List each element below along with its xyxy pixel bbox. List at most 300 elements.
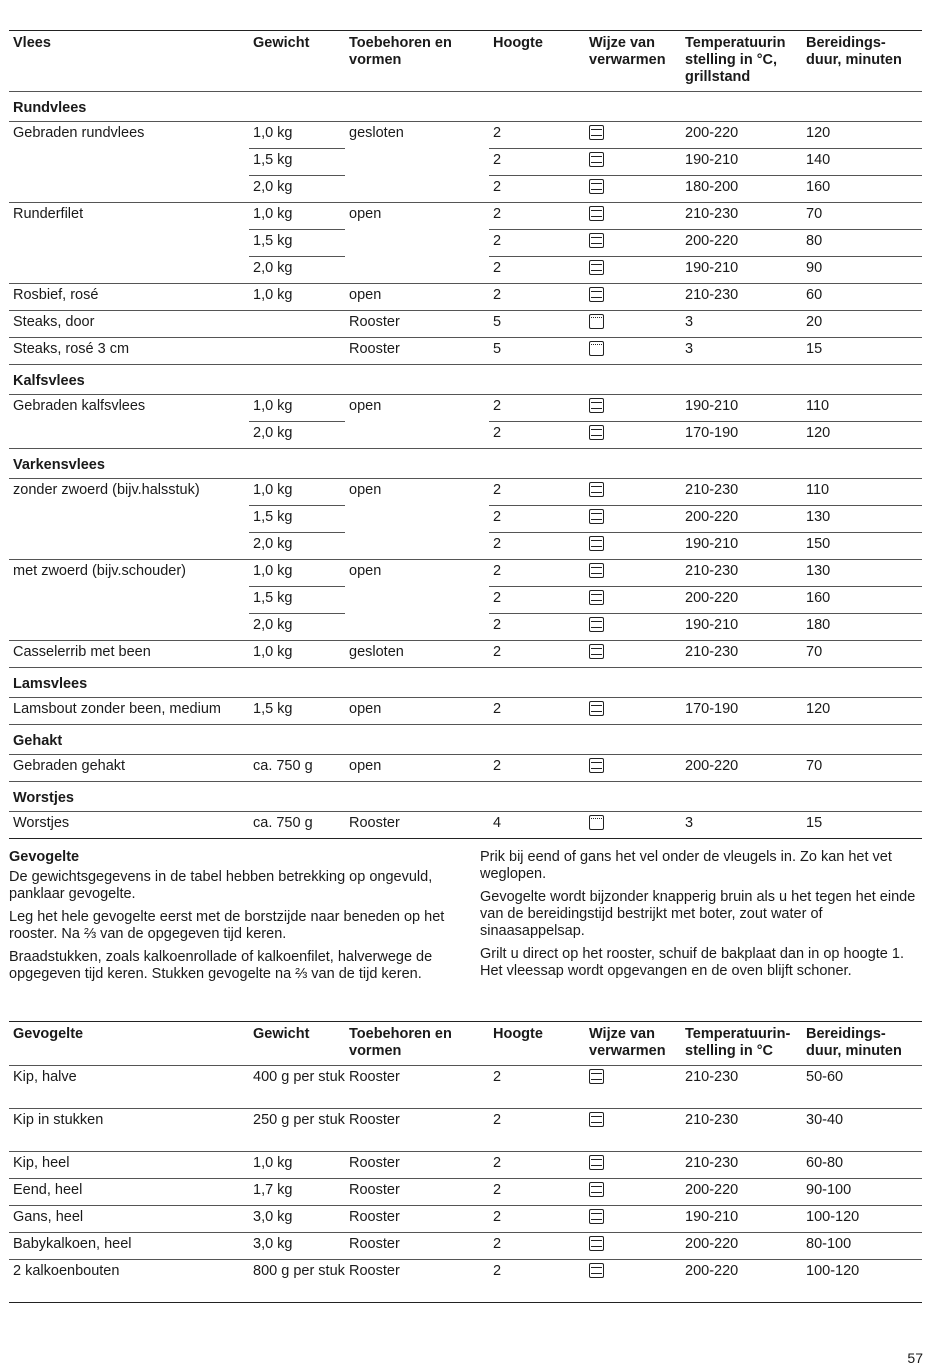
weight-cell: 1,0 kg <box>249 395 345 422</box>
weight-cell: 800 g per stuk <box>249 1260 345 1303</box>
accessory-cell: Rooster <box>345 1260 489 1303</box>
column-header-line: Gewicht <box>253 1026 310 1042</box>
item-name-cell: zonder zwoerd (bijv.halsstuk) <box>9 479 249 506</box>
duration-cell: 60 <box>802 284 922 311</box>
column-header <box>802 31 922 92</box>
level-cell: 5 <box>489 338 585 365</box>
grill-icon <box>589 341 604 356</box>
item-name-cell: Gebraden rundvlees <box>9 122 249 149</box>
top-bottom-heat-icon <box>589 758 604 773</box>
table-row <box>9 1206 922 1233</box>
heating-mode-cell <box>585 479 681 506</box>
level-cell: 2 <box>489 1206 585 1233</box>
item-name-cell <box>9 230 249 257</box>
column-header-line: Bereidings- <box>806 1026 886 1042</box>
column-header-line: stelling in °C <box>685 1043 773 1059</box>
temperature-cell: 200-220 <box>681 587 802 614</box>
accessory-cell: Rooster <box>345 1179 489 1206</box>
column-header-line: Wijze van <box>589 1026 655 1042</box>
temperature-cell: 190-210 <box>681 149 802 176</box>
table-row <box>9 1066 922 1109</box>
weight-cell: ca. 750 g <box>249 812 345 839</box>
poultry-heading: Gevogelte <box>9 849 80 865</box>
level-cell: 2 <box>489 698 585 725</box>
duration-cell: 15 <box>802 338 922 365</box>
weight-cell: 1,5 kg <box>249 149 345 176</box>
item-name-cell <box>9 149 249 176</box>
accessory-cell <box>345 422 489 449</box>
level-cell: 2 <box>489 755 585 782</box>
duration-cell: 130 <box>802 506 922 533</box>
heating-mode-cell <box>585 1233 681 1260</box>
duration-cell: 80 <box>802 230 922 257</box>
item-name-cell: Worstjes <box>9 812 249 839</box>
accessory-cell <box>345 587 489 614</box>
section-title: Worstjes <box>9 782 922 812</box>
table-row <box>9 698 922 725</box>
level-cell: 2 <box>489 533 585 560</box>
temperature-cell: 170-190 <box>681 422 802 449</box>
level-cell: 2 <box>489 284 585 311</box>
table-row <box>9 1233 922 1260</box>
section-title: Rundvlees <box>9 92 922 122</box>
table-row <box>9 338 922 365</box>
table-row <box>9 1179 922 1206</box>
weight-cell: 1,0 kg <box>249 284 345 311</box>
temperature-cell: 210-230 <box>681 479 802 506</box>
level-cell: 2 <box>489 422 585 449</box>
accessory-cell: open <box>345 203 489 230</box>
temperature-cell: 190-210 <box>681 614 802 641</box>
heating-mode-cell <box>585 284 681 311</box>
level-cell: 2 <box>489 257 585 284</box>
column-header-line: Bereidings- <box>806 35 886 51</box>
column-header <box>345 1022 489 1066</box>
table-row <box>9 614 922 641</box>
duration-cell: 90 <box>802 257 922 284</box>
accessory-cell <box>345 506 489 533</box>
column-header-line: Hoogte <box>493 35 543 51</box>
temperature-cell: 200-220 <box>681 122 802 149</box>
temperature-cell: 200-220 <box>681 230 802 257</box>
weight-cell: 2,0 kg <box>249 176 345 203</box>
table-row <box>9 422 922 449</box>
column-header-line: Temperatuurin- <box>685 1026 791 1042</box>
top-bottom-heat-icon <box>589 563 604 578</box>
temperature-cell: 210-230 <box>681 1109 802 1152</box>
column-header-line: Toebehoren en <box>349 35 452 51</box>
poultry-paragraph: Leg het hele gevogelte eerst met de borstzijde naar beneden op het rooster. Na ⅔ van de opgegeven tijd keren. <box>9 909 445 942</box>
duration-cell: 100-120 <box>802 1206 922 1233</box>
duration-cell: 15 <box>802 812 922 839</box>
table-row <box>9 122 922 149</box>
table-row <box>9 1152 922 1179</box>
weight-cell: 1,5 kg <box>249 698 345 725</box>
table-row <box>9 149 922 176</box>
top-bottom-heat-icon <box>589 509 604 524</box>
table-row <box>9 1260 922 1303</box>
column-header <box>681 1022 802 1066</box>
duration-cell: 90-100 <box>802 1179 922 1206</box>
table-row <box>9 1109 922 1152</box>
item-name-cell: met zwoerd (bijv.schouder) <box>9 560 249 587</box>
duration-cell: 180 <box>802 614 922 641</box>
level-cell: 2 <box>489 614 585 641</box>
item-name-cell <box>9 257 249 284</box>
weight-cell: 1,7 kg <box>249 1179 345 1206</box>
item-name-cell: Kip, halve <box>9 1066 249 1109</box>
table-row <box>9 203 922 230</box>
level-cell: 2 <box>489 122 585 149</box>
temperature-cell: 210-230 <box>681 641 802 668</box>
heating-mode-cell <box>585 1152 681 1179</box>
weight-cell: 1,0 kg <box>249 641 345 668</box>
duration-cell: 30-40 <box>802 1109 922 1152</box>
duration-cell: 110 <box>802 395 922 422</box>
section-title: Lamsvlees <box>9 668 922 698</box>
weight-cell: 1,0 kg <box>249 479 345 506</box>
top-bottom-heat-icon <box>589 1263 604 1278</box>
weight-cell: 2,0 kg <box>249 257 345 284</box>
accessory-cell: Rooster <box>345 1206 489 1233</box>
weight-cell: 1,0 kg <box>249 122 345 149</box>
heating-mode-cell <box>585 587 681 614</box>
column-header-line: Vlees <box>13 35 51 51</box>
accessory-cell: open <box>345 698 489 725</box>
heating-mode-cell <box>585 230 681 257</box>
temperature-cell: 210-230 <box>681 560 802 587</box>
item-name-cell: Eend, heel <box>9 1179 249 1206</box>
heating-mode-cell <box>585 698 681 725</box>
weight-cell: 1,0 kg <box>249 560 345 587</box>
table-row <box>9 587 922 614</box>
section-heading-row <box>9 365 922 395</box>
poultry-paragraph: Prik bij eend of gans het vel onder de vleugels in. Zo kan het vet weglopen. <box>480 849 892 882</box>
weight-cell <box>249 311 345 338</box>
poultry-paragraph: Gevogelte wordt bijzonder knapperig bruin als u het tegen het einde van de bereidingstijd bestrijkt met boter, zout water of sinaasappelsap. <box>480 889 916 939</box>
heating-mode-cell <box>585 812 681 839</box>
meat-table-header <box>9 31 922 92</box>
table-row <box>9 230 922 257</box>
accessory-cell: Rooster <box>345 812 489 839</box>
column-header <box>585 1022 681 1066</box>
item-name-cell <box>9 506 249 533</box>
heating-mode-cell <box>585 257 681 284</box>
weight-cell: ca. 750 g <box>249 755 345 782</box>
weight-cell: 400 g per stuk <box>249 1066 345 1109</box>
level-cell: 2 <box>489 1152 585 1179</box>
item-name-cell <box>9 176 249 203</box>
level-cell: 2 <box>489 395 585 422</box>
duration-cell: 120 <box>802 122 922 149</box>
heating-mode-cell <box>585 1109 681 1152</box>
column-header-line: Temperatuurin <box>685 35 786 51</box>
temperature-cell: 210-230 <box>681 284 802 311</box>
temperature-cell: 170-190 <box>681 698 802 725</box>
level-cell: 2 <box>489 203 585 230</box>
weight-cell <box>249 338 345 365</box>
duration-cell: 50-60 <box>802 1066 922 1109</box>
item-name-cell: Gebraden gehakt <box>9 755 249 782</box>
section-heading-row <box>9 668 922 698</box>
accessory-cell <box>345 176 489 203</box>
level-cell: 2 <box>489 149 585 176</box>
accessory-cell: gesloten <box>345 122 489 149</box>
poultry-paragraph: Grilt u direct op het rooster, schuif de bakplaat dan in op hoogte 1. Het vleessap wordt opgevangen en de oven blijft schoner. <box>480 946 904 979</box>
column-header-line: vormen <box>349 52 402 68</box>
duration-cell: 70 <box>802 755 922 782</box>
grill-icon <box>589 314 604 329</box>
accessory-cell: open <box>345 560 489 587</box>
temperature-cell: 190-210 <box>681 1206 802 1233</box>
column-header-line: verwarmen <box>589 1043 666 1059</box>
heating-mode-cell <box>585 614 681 641</box>
heating-mode-cell <box>585 755 681 782</box>
column-header-line: Gewicht <box>253 35 310 51</box>
section-title: Kalfsvlees <box>9 365 922 395</box>
weight-cell: 3,0 kg <box>249 1206 345 1233</box>
item-name-cell: Kip in stukken <box>9 1109 249 1152</box>
duration-cell: 120 <box>802 698 922 725</box>
section-heading-row <box>9 782 922 812</box>
meat-roasting-table <box>9 30 922 839</box>
accessory-cell: Rooster <box>345 1233 489 1260</box>
level-cell: 2 <box>489 1066 585 1109</box>
level-cell: 2 <box>489 1109 585 1152</box>
accessory-cell: Rooster <box>345 1066 489 1109</box>
poultry-text-right <box>480 849 920 986</box>
table-row <box>9 533 922 560</box>
duration-cell: 130 <box>802 560 922 587</box>
column-header <box>249 1022 345 1066</box>
column-header <box>489 31 585 92</box>
accessory-cell: open <box>345 284 489 311</box>
top-bottom-heat-icon <box>589 260 604 275</box>
item-name-cell <box>9 422 249 449</box>
temperature-cell: 190-210 <box>681 257 802 284</box>
weight-cell: 1,5 kg <box>249 587 345 614</box>
column-header <box>345 31 489 92</box>
temperature-cell: 190-210 <box>681 395 802 422</box>
accessory-cell: open <box>345 755 489 782</box>
column-header-line: Hoogte <box>493 1026 543 1042</box>
top-bottom-heat-icon <box>589 617 604 632</box>
duration-cell: 80-100 <box>802 1233 922 1260</box>
duration-cell: 20 <box>802 311 922 338</box>
heating-mode-cell <box>585 506 681 533</box>
column-header <box>9 31 249 92</box>
heating-mode-cell <box>585 395 681 422</box>
accessory-cell <box>345 257 489 284</box>
table-row <box>9 506 922 533</box>
heating-mode-cell <box>585 149 681 176</box>
level-cell: 2 <box>489 1233 585 1260</box>
top-bottom-heat-icon <box>589 233 604 248</box>
top-bottom-heat-icon <box>589 125 604 140</box>
duration-cell: 70 <box>802 641 922 668</box>
temperature-cell: 210-230 <box>681 1066 802 1109</box>
top-bottom-heat-icon <box>589 398 604 413</box>
table-row <box>9 395 922 422</box>
column-header <box>249 31 345 92</box>
column-header-line: vormen <box>349 1043 402 1059</box>
accessory-cell <box>345 614 489 641</box>
item-name-cell: 2 kalkoenbouten <box>9 1260 249 1303</box>
duration-cell: 70 <box>802 203 922 230</box>
accessory-cell: Rooster <box>345 1152 489 1179</box>
temperature-cell: 3 <box>681 311 802 338</box>
top-bottom-heat-icon <box>589 1182 604 1197</box>
poultry-paragraph: Braadstukken, zoals kalkoenrollade of kalkoenfilet, halverwege de opgegeven tijd keren. Stukken gevogelte na ⅔ van de tijd keren. <box>9 949 433 982</box>
item-name-cell: Steaks, door <box>9 311 249 338</box>
item-name-cell: Gans, heel <box>9 1206 249 1233</box>
item-name-cell: Lamsbout zonder been, medium <box>9 698 249 725</box>
duration-cell: 110 <box>802 479 922 506</box>
temperature-cell: 190-210 <box>681 533 802 560</box>
section-heading-row <box>9 725 922 755</box>
heating-mode-cell <box>585 176 681 203</box>
top-bottom-heat-icon <box>589 701 604 716</box>
top-bottom-heat-icon <box>589 1069 604 1084</box>
table-row <box>9 560 922 587</box>
item-name-cell <box>9 533 249 560</box>
heating-mode-cell <box>585 1206 681 1233</box>
table-row <box>9 257 922 284</box>
level-cell: 2 <box>489 506 585 533</box>
item-name-cell: Runderfilet <box>9 203 249 230</box>
column-header-line: stelling in °C, <box>685 52 777 68</box>
accessory-cell: Rooster <box>345 338 489 365</box>
item-name-cell: Babykalkoen, heel <box>9 1233 249 1260</box>
item-name-cell: Steaks, rosé 3 cm <box>9 338 249 365</box>
weight-cell: 1,0 kg <box>249 203 345 230</box>
duration-cell: 60-80 <box>802 1152 922 1179</box>
table-row <box>9 479 922 506</box>
level-cell: 2 <box>489 230 585 257</box>
weight-cell: 250 g per stuk <box>249 1109 345 1152</box>
table-row <box>9 812 922 839</box>
level-cell: 2 <box>489 479 585 506</box>
temperature-cell: 200-220 <box>681 506 802 533</box>
column-header-line: duur, minuten <box>806 52 902 68</box>
accessory-cell: Rooster <box>345 1109 489 1152</box>
accessory-cell: Rooster <box>345 311 489 338</box>
table-row <box>9 755 922 782</box>
level-cell: 2 <box>489 641 585 668</box>
temperature-cell: 210-230 <box>681 1152 802 1179</box>
duration-cell: 120 <box>802 422 922 449</box>
table-row <box>9 641 922 668</box>
section-title: Gehakt <box>9 725 922 755</box>
top-bottom-heat-icon <box>589 536 604 551</box>
column-header-line: Wijze van <box>589 35 655 51</box>
weight-cell: 3,0 kg <box>249 1233 345 1260</box>
grill-icon <box>589 815 604 830</box>
weight-cell: 2,0 kg <box>249 614 345 641</box>
heating-mode-cell <box>585 311 681 338</box>
top-bottom-heat-icon <box>589 1112 604 1127</box>
top-bottom-heat-icon <box>589 287 604 302</box>
item-name-cell <box>9 587 249 614</box>
heating-mode-cell <box>585 338 681 365</box>
table-row <box>9 284 922 311</box>
duration-cell: 100-120 <box>802 1260 922 1303</box>
heating-mode-cell <box>585 1260 681 1303</box>
level-cell: 4 <box>489 812 585 839</box>
duration-cell: 150 <box>802 533 922 560</box>
section-heading-row <box>9 92 922 122</box>
temperature-cell: 3 <box>681 338 802 365</box>
accessory-cell: open <box>345 395 489 422</box>
duration-cell: 160 <box>802 176 922 203</box>
level-cell: 2 <box>489 1179 585 1206</box>
section-title: Varkensvlees <box>9 449 922 479</box>
weight-cell: 1,5 kg <box>249 230 345 257</box>
heating-mode-cell <box>585 203 681 230</box>
accessory-cell: gesloten <box>345 641 489 668</box>
weight-cell: 1,5 kg <box>249 506 345 533</box>
top-bottom-heat-icon <box>589 482 604 497</box>
table-row <box>9 176 922 203</box>
poultry-paragraph: De gewichtsgegevens in de tabel hebben betrekking op ongevuld, panklaar gevogelte. <box>9 869 433 902</box>
heating-mode-cell <box>585 422 681 449</box>
level-cell: 2 <box>489 1260 585 1303</box>
heating-mode-cell <box>585 1179 681 1206</box>
temperature-cell: 200-220 <box>681 1233 802 1260</box>
item-name-cell: Rosbief, rosé <box>9 284 249 311</box>
temperature-cell: 180-200 <box>681 176 802 203</box>
temperature-cell: 200-220 <box>681 1179 802 1206</box>
poultry-text-left <box>9 849 449 989</box>
column-header-line: Toebehoren en <box>349 1026 452 1042</box>
column-header <box>681 31 802 92</box>
item-name-cell: Gebraden kalfsvlees <box>9 395 249 422</box>
level-cell: 2 <box>489 176 585 203</box>
temperature-cell: 3 <box>681 812 802 839</box>
weight-cell: 1,0 kg <box>249 1152 345 1179</box>
level-cell: 2 <box>489 587 585 614</box>
top-bottom-heat-icon <box>589 644 604 659</box>
top-bottom-heat-icon <box>589 1155 604 1170</box>
temperature-cell: 210-230 <box>681 203 802 230</box>
heating-mode-cell <box>585 122 681 149</box>
top-bottom-heat-icon <box>589 425 604 440</box>
page-number: 57 <box>907 1350 923 1366</box>
section-heading-row <box>9 449 922 479</box>
top-bottom-heat-icon <box>589 179 604 194</box>
duration-cell: 140 <box>802 149 922 176</box>
column-header <box>9 1022 249 1066</box>
poultry-table-header <box>9 1022 922 1066</box>
column-header-line: verwarmen <box>589 52 666 68</box>
item-name-cell: Casselerrib met been <box>9 641 249 668</box>
column-header-line: Gevogelte <box>13 1026 84 1042</box>
column-header <box>489 1022 585 1066</box>
heating-mode-cell <box>585 533 681 560</box>
top-bottom-heat-icon <box>589 1236 604 1251</box>
level-cell: 5 <box>489 311 585 338</box>
accessory-cell <box>345 230 489 257</box>
accessory-cell <box>345 533 489 560</box>
duration-cell: 160 <box>802 587 922 614</box>
heating-mode-cell <box>585 641 681 668</box>
heating-mode-cell <box>585 1066 681 1109</box>
item-name-cell: Kip, heel <box>9 1152 249 1179</box>
column-header-line: grillstand <box>685 69 751 85</box>
level-cell: 2 <box>489 560 585 587</box>
table-row <box>9 311 922 338</box>
accessory-cell <box>345 149 489 176</box>
